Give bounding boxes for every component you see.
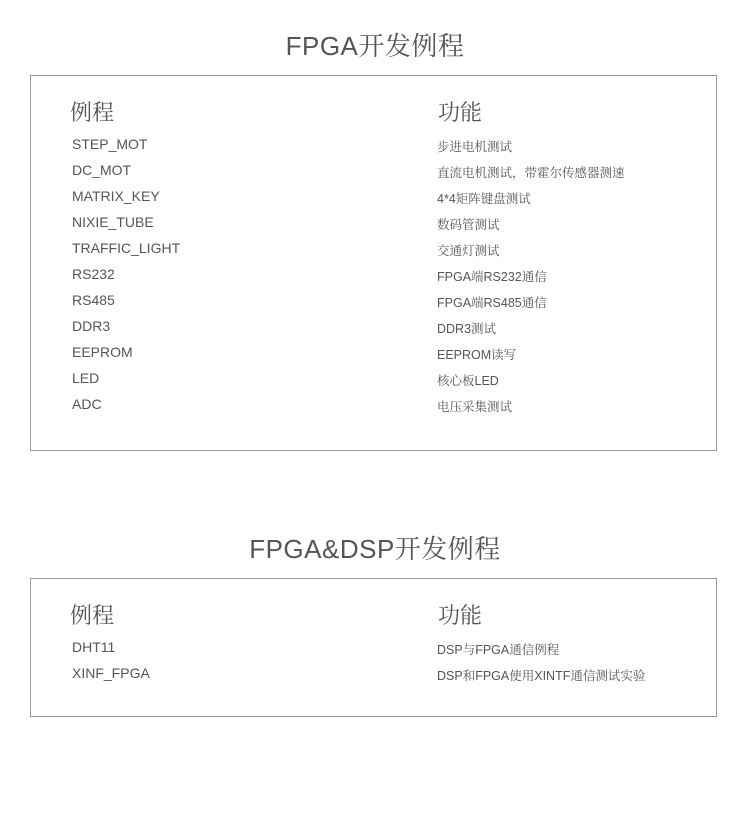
- routine-function: DDR3测试: [437, 322, 497, 336]
- table-row: [31, 266, 716, 292]
- column-header-routine: 例程: [70, 603, 115, 628]
- routine-list: [31, 136, 716, 422]
- column-header-function: 功能: [438, 603, 483, 628]
- routine-function: 数码管测试: [437, 218, 500, 232]
- table-row: [31, 292, 716, 318]
- routine-name: DC_MOT: [72, 162, 132, 178]
- table-row: [31, 665, 716, 691]
- table-row: [31, 214, 716, 240]
- routine-function: DSP与FPGA通信例程: [437, 643, 560, 657]
- routine-function: DSP和FPGA使用XINTF通信测试实验: [437, 669, 646, 683]
- column-header-function: 功能: [438, 100, 483, 125]
- routine-name: TRAFFIC_LIGHT: [72, 240, 181, 256]
- routine-function: 电压采集测试: [437, 400, 513, 414]
- routine-function: 直流电机测试，带霍尔传感器测速: [437, 166, 625, 180]
- routine-name: EEPROM: [72, 344, 133, 360]
- routine-function: 核心板LED: [437, 374, 499, 388]
- table-row: [31, 240, 716, 266]
- routine-function: 交通灯测试: [437, 244, 500, 258]
- routine-name: ADC: [72, 396, 102, 412]
- table-row: [31, 396, 716, 422]
- routine-name: DDR3: [72, 318, 111, 334]
- table-row: [31, 370, 716, 396]
- routine-name: NIXIE_TUBE: [72, 214, 154, 230]
- routine-name: STEP_MOT: [72, 136, 148, 152]
- routine-function: FPGA端RS232通信: [437, 270, 547, 284]
- routine-name: MATRIX_KEY: [72, 188, 160, 204]
- routine-function: 步进电机测试: [437, 140, 513, 154]
- routine-function: EEPROM读写: [437, 348, 517, 362]
- section-title-fpga: FPGA开发例程: [285, 31, 465, 61]
- routine-name: RS232: [72, 266, 115, 282]
- routine-name: XINF_FPGA: [72, 665, 150, 681]
- routine-name: DHT11: [72, 639, 116, 655]
- table-row: [31, 318, 716, 344]
- table-row: [31, 162, 716, 188]
- routine-name: RS485: [72, 292, 115, 308]
- routine-list: [31, 639, 716, 691]
- section-title-fpga-dsp: FPGA&DSP开发例程: [249, 534, 501, 564]
- table-row: [31, 639, 716, 665]
- table-row: [31, 188, 716, 214]
- table-row: [31, 344, 716, 370]
- routine-function: FPGA端RS485通信: [437, 296, 547, 310]
- routine-table-fpga-dsp: [30, 578, 717, 717]
- routine-function: 4*4矩阵键盘测试: [437, 192, 531, 206]
- routine-table-fpga: [30, 75, 717, 451]
- table-row: [31, 136, 716, 162]
- routine-name: LED: [72, 370, 100, 386]
- column-header-routine: 例程: [70, 100, 115, 125]
